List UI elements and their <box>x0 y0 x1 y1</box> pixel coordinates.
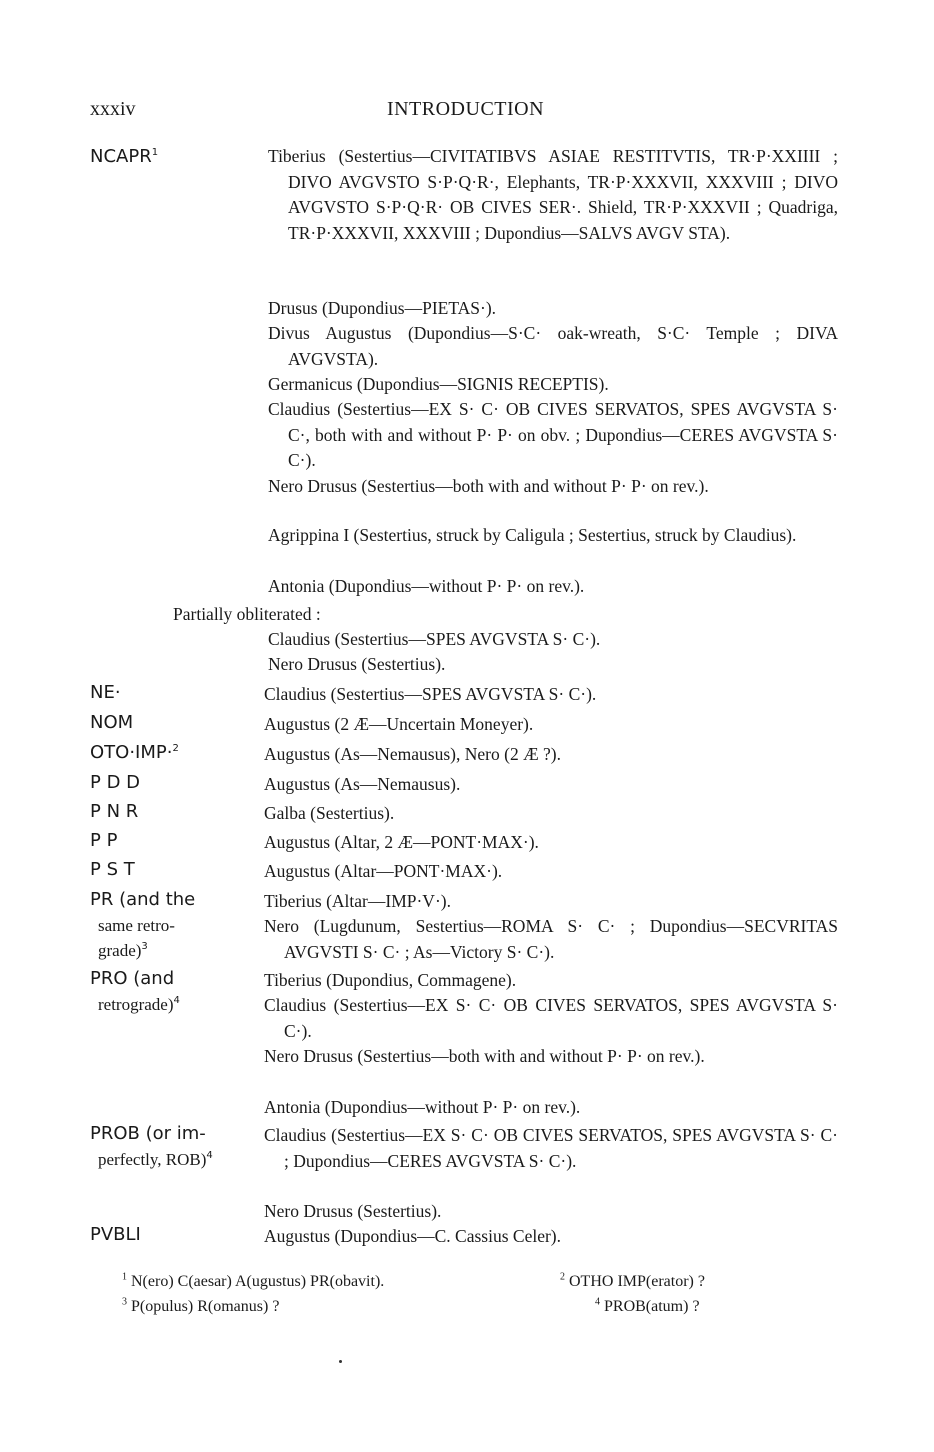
entry-partial-nero-drusus: Nero Drusus (Sestertius). <box>268 654 446 674</box>
entry-nero-drusus: Nero Drusus (Sestertius—both with and without P· P· on rev.). <box>268 476 709 496</box>
entry-pdd-augustus: Augustus (As—Nemausus). <box>264 774 461 794</box>
entry-pro-nero-drusus: Nero Drusus (Sestertius—both with and without P· P· on rev.). <box>264 1046 705 1066</box>
stamp-pro: PRO (and retrograde)$^4$ <box>90 968 180 1014</box>
partial-label: Partially obliterated : <box>173 604 321 624</box>
entry-prob-claudius: Claudius (Sestertius—EX S· C· OB CIVES SERVATOS, SPES AVGVSTA S· C· ; Dupondius—CERES AVGVSTA S· C·). <box>264 1125 838 1171</box>
stamp-nom: NOM <box>90 712 134 733</box>
stamp-pr: PR (and the same retro- grade)$^3$ <box>90 889 196 960</box>
entry-germanicus: Germanicus (Dupondius—SIGNIS RECEPTIS). <box>268 374 609 394</box>
stamp-oto-imp: OTO·IMP·$^2$ <box>90 742 179 763</box>
entry-ne-claudius: Claudius (Sestertius—SPES AVGVSTA S· C·). <box>264 684 597 704</box>
entry-prob-nero-drusus: Nero Drusus (Sestertius). <box>264 1201 442 1221</box>
page-title: INTRODUCTION <box>386 98 545 120</box>
stamp-ne: NE· <box>90 682 121 703</box>
stamp-pvbli: PVBLI <box>90 1224 141 1245</box>
entry-pro-claudius: Claudius (Sestertius—EX S· C· OB CIVES SERVATOS, SPES AVGVSTA S· C·). <box>264 995 838 1041</box>
print-speck <box>339 1360 342 1363</box>
stamp-prob: PROB (or im- perfectly, ROB)$^4$ <box>90 1123 213 1169</box>
entry-divus-augustus: Divus Augustus (Dupondius—S·C· oak-wreath, S·C· Temple ; DIVA AVGVSTA). <box>268 323 838 369</box>
entry-pst-augustus: Augustus (Altar—PONT·MAX·). <box>264 861 503 881</box>
stamp-p-p: P P <box>90 830 118 851</box>
stamp-p-d-d: P D D <box>90 772 141 793</box>
stamp-p-n-r: P N R <box>90 801 139 822</box>
footnote-2: $^2$ OTHO IMP(erator) ? <box>560 1271 705 1290</box>
footnote-4: $^4$ PROB(atum) ? <box>595 1296 700 1315</box>
entry-antonia: Antonia (Dupondius—without P· P· on rev.). <box>268 576 585 596</box>
page-number: xxxiv <box>90 98 136 120</box>
entry-pro-antonia: Antonia (Dupondius—without P· P· on rev.). <box>264 1097 581 1117</box>
entry-pp-augustus: Augustus (Altar, 2 Æ—PONT·MAX·). <box>264 832 539 852</box>
entry-oto-augustus: Augustus (As—Nemausus), Nero (2 Æ ?). <box>264 744 561 764</box>
running-header <box>90 98 819 128</box>
entry-nom-augustus: Augustus (2 Æ—Uncertain Moneyer). <box>264 714 534 734</box>
entry-claudius: Claudius (Sestertius—EX S· C· OB CIVES SERVATOS, SPES AVGVSTA S· C·, both with and without P· P· on obv. ; Dupondius—CERES AVGVSTA S· C·). <box>268 399 838 470</box>
entry-drusus: Drusus (Dupondius—PIETAS·). <box>268 298 497 318</box>
entry-partial-claudius: Claudius (Sestertius—SPES AVGVSTA S· C·). <box>268 629 601 649</box>
entry-pr-tiberius: Tiberius (Altar—IMP·V·). <box>264 891 451 911</box>
entry-agrippina: Agrippina I (Sestertius, struck by Caligula ; Sestertius, struck by Claudius). <box>268 525 797 545</box>
footnote-1: $^1$ N(ero) C(aesar) A(ugustus) PR(obavit). <box>122 1271 385 1290</box>
entry-pvbli-augustus: Augustus (Dupondius—C. Cassius Celer). <box>264 1226 562 1246</box>
footnote-3: $^3$ P(opulus) R(omanus) ? <box>122 1296 280 1315</box>
stamp-ncapr: NCAPR$^1$ <box>90 146 159 167</box>
entry-pr-nero: Nero (Lugdunum, Sestertius—ROMA S· C· ; Dupondius—SECVRITAS AVGVSTI S· C· ; As—Victory S· C·). <box>264 916 838 962</box>
entry-pnr-galba: Galba (Sestertius). <box>264 803 395 823</box>
entry-pro-tiberius: Tiberius (Dupondius, Commagene). <box>264 970 517 990</box>
entry-tiberius: Tiberius (Sestertius—CIVITATIBVS ASIAE RESTITVTIS, TR·P·XXIIII ; DIVO AVGVSTO S·P·Q·R·, Elephants, TR·P·XXXVII, XXXVIII ; DIVO AVGVSTO S·P·Q·R· OB CIVES SER·. Shield, TR·P·XXXVII ; Quadriga, TR·P·XXXVII, XXXVIII ; Dupondius—SALVS AVGV STA). <box>268 146 838 243</box>
stamp-p-s-t: P S T <box>90 859 135 880</box>
